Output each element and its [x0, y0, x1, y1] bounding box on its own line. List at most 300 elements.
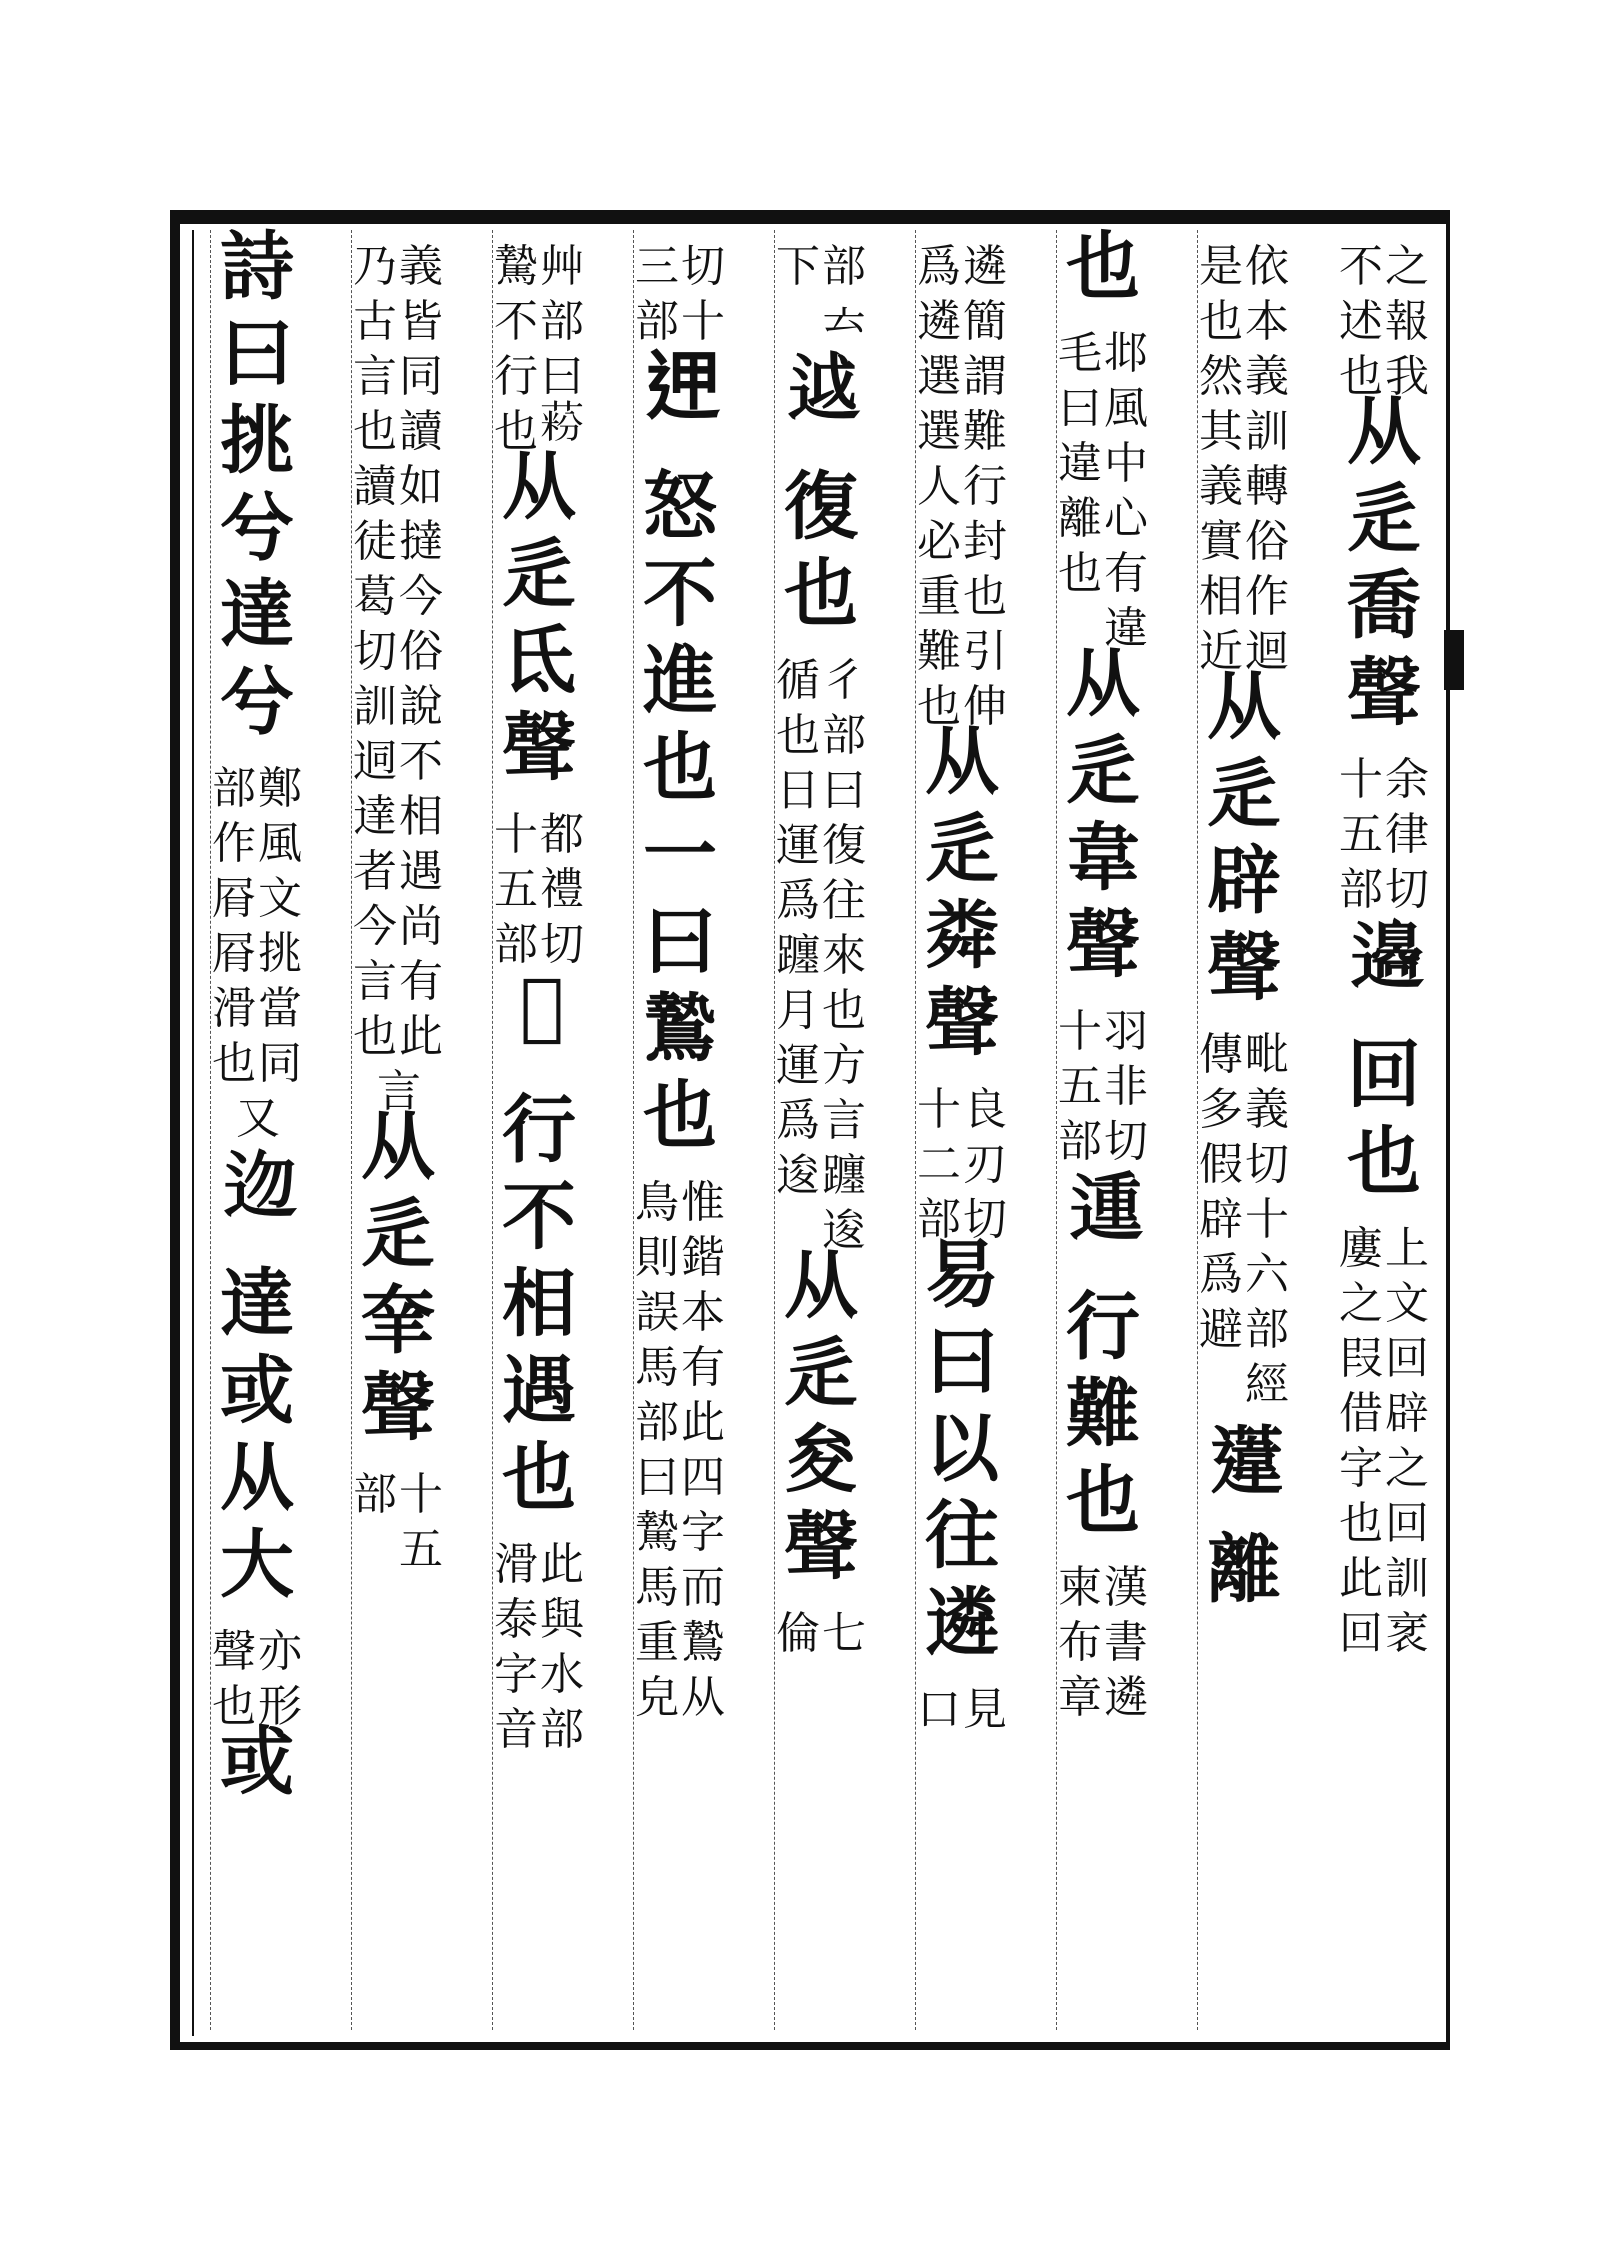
glyph: 聲 — [784, 1504, 858, 1590]
glyph: 曰 — [540, 351, 584, 402]
commentary-double-line — [917, 230, 1007, 732]
glyph: 實 — [1199, 516, 1243, 567]
glyph: 滑 — [212, 983, 256, 1034]
glyph: 葛 — [353, 571, 397, 622]
glyph: 作 — [212, 818, 256, 869]
glyph: 相 — [399, 791, 443, 842]
glyph: 報 — [1385, 296, 1429, 347]
glyph: 禮 — [540, 864, 584, 915]
glyph: 而 — [681, 1562, 725, 1613]
commentary-double-line — [635, 230, 725, 347]
glyph: 字 — [1339, 1443, 1383, 1494]
glyph: 部 — [540, 1704, 584, 1755]
glyph: 大 — [220, 1522, 294, 1608]
commentary-line-left — [212, 752, 256, 1089]
glyph: 也 — [643, 1073, 717, 1159]
glyph: 切 — [1385, 864, 1429, 915]
glyph: 多 — [1199, 1084, 1243, 1135]
glyph: 撻 — [399, 516, 443, 567]
glyph: 乃 — [353, 241, 397, 292]
glyph: 辟 — [1385, 1388, 1429, 1439]
commentary-line-right — [1385, 743, 1429, 915]
glyph: 言 — [353, 351, 397, 402]
commentary-line-right — [1104, 317, 1148, 654]
glyph: 切 — [1245, 1139, 1289, 1190]
glyph: 曰 — [822, 765, 866, 816]
glyph: 也 — [1339, 1498, 1383, 1549]
glyph: 聲 — [1347, 650, 1421, 736]
glyph: 泰 — [494, 1594, 538, 1645]
commentary-double-line — [776, 644, 866, 1256]
commentary-double-line — [353, 230, 443, 1062]
glyph: 四 — [681, 1452, 725, 1503]
glyph: 毛 — [1058, 328, 1102, 379]
glyph: 達 — [353, 791, 397, 842]
glyph: 曰 — [635, 1452, 679, 1503]
commentary-line-right — [822, 644, 866, 1256]
glyph: 律 — [1385, 809, 1429, 860]
main-text-run — [925, 719, 999, 1073]
glyph: 也 — [212, 1681, 256, 1732]
glyph: 達 — [220, 1261, 294, 1347]
glyph: 文 — [1385, 1278, 1429, 1329]
commentary-line-left — [1199, 1018, 1243, 1403]
glyph: 相 — [502, 1261, 576, 1347]
glyph: 迵 — [353, 736, 397, 787]
glyph: 艸 — [540, 241, 584, 292]
glyph: 皆 — [399, 296, 443, 347]
commentary-line-left — [1339, 743, 1383, 915]
glyph: 選 — [917, 351, 961, 402]
glyph: 心 — [1104, 493, 1148, 544]
glyph: 違 — [1104, 603, 1148, 654]
glyph: 聲 — [212, 1626, 256, 1677]
glyph: 切 — [1104, 1116, 1148, 1167]
glyph: 柬 — [1058, 1562, 1102, 1613]
commentary-line-left — [1199, 230, 1243, 677]
seal-script-character: 𨔝 — [1069, 1166, 1137, 1252]
glyph: 部 — [1058, 1116, 1102, 1167]
glyph: 部 — [635, 1397, 679, 1448]
glyph: 訓 — [1245, 406, 1289, 457]
glyph: 假 — [1199, 1139, 1243, 1190]
commentary-line-left — [776, 644, 820, 1249]
glyph: 辵 — [1066, 728, 1140, 814]
text-column-1 — [1338, 230, 1430, 2030]
glyph: 鷙 — [643, 986, 717, 1072]
glyph: 从 — [220, 1435, 294, 1521]
glyph: 回 — [1339, 1608, 1383, 1659]
glyph: 俗 — [399, 626, 443, 677]
glyph: 都 — [540, 809, 584, 860]
commentary-double-line — [494, 1528, 584, 1755]
glyph: 選 — [917, 406, 961, 457]
glyph: 言 — [822, 1095, 866, 1146]
glyph: 部 — [494, 919, 538, 970]
seal-script-character: 𨗨 — [1210, 1419, 1278, 1505]
commentary-line-left — [917, 1073, 961, 1245]
commentary-line-left — [1058, 317, 1102, 647]
glyph: 易 — [925, 1232, 999, 1318]
glyph: 滑 — [494, 1539, 538, 1590]
glyph: 字 — [494, 1649, 538, 1700]
glyph: 也 — [776, 710, 820, 761]
glyph: 達 — [220, 572, 294, 658]
glyph: 讀 — [353, 461, 397, 512]
glyph: 部 — [822, 241, 866, 292]
glyph: 作 — [1245, 571, 1289, 622]
glyph: 回 — [1385, 1498, 1429, 1549]
glyph: 字 — [681, 1507, 725, 1558]
glyph: 往 — [822, 875, 866, 926]
glyph: 兮 — [220, 659, 294, 745]
commentary-line-left — [917, 230, 961, 732]
commentary-line-left — [635, 230, 679, 347]
glyph: 我 — [1385, 351, 1429, 402]
commentary-line-right — [540, 230, 584, 292]
glyph: 喬 — [1347, 563, 1421, 649]
glyph: 近 — [1199, 626, 1243, 677]
main-text-run — [220, 224, 294, 752]
glyph: 行 — [494, 351, 538, 402]
glyph: 訓 — [1385, 1553, 1429, 1604]
glyph: 躔 — [776, 930, 820, 981]
glyph: 㞕 — [212, 873, 256, 924]
glyph: 義 — [399, 241, 443, 292]
glyph: 之 — [1385, 241, 1429, 292]
glyph: 曰 — [643, 899, 717, 985]
glyph: 粦 — [925, 893, 999, 979]
glyph: 也 — [917, 681, 961, 732]
glyph: 運 — [776, 1040, 820, 1091]
glyph: 鷙 — [681, 1617, 725, 1668]
glyph: 違 — [1058, 438, 1102, 489]
glyph: 誤 — [635, 1287, 679, 1338]
glyph: 騺 — [494, 241, 538, 292]
glyph: 余 — [1385, 754, 1429, 805]
text-column-2 — [1197, 230, 1290, 2030]
main-text-run — [1207, 664, 1281, 1018]
glyph: 逡 — [776, 1150, 820, 1201]
glyph: 辟 — [1199, 1194, 1243, 1245]
glyph: 辵 — [361, 1191, 435, 1277]
glyph: 部 — [1339, 864, 1383, 915]
glyph: 怒 — [643, 464, 717, 550]
glyph: 也 — [822, 985, 866, 1036]
glyph: 述 — [1339, 296, 1383, 347]
glyph: 遴 — [1104, 1672, 1148, 1723]
glyph: 二 — [917, 1139, 961, 1190]
glyph: 伸 — [963, 681, 1007, 732]
glyph: 轉 — [1245, 461, 1289, 512]
glyph: 鳥 — [635, 1177, 679, 1228]
glyph: 从 — [681, 1672, 725, 1723]
commentary-line-right — [399, 230, 443, 1062]
glyph: 進 — [643, 638, 717, 724]
glyph: 傳 — [1199, 1029, 1243, 1080]
seal-script-character: 𨒋 — [787, 346, 855, 432]
glyph: 亦 — [258, 1626, 302, 1677]
glyph: 聲 — [361, 1365, 435, 1451]
glyph: 日 — [776, 765, 820, 816]
glyph: 三 — [635, 241, 679, 292]
main-text-run — [784, 1243, 858, 1597]
commentary-double-line — [1058, 1551, 1148, 1723]
glyph: 難 — [1066, 1371, 1140, 1457]
glyph: 謂 — [963, 351, 1007, 402]
commentary-double-line — [494, 798, 584, 970]
glyph: 五 — [1058, 1061, 1102, 1112]
commentary-line-right — [1104, 995, 1148, 1167]
glyph: 切 — [540, 919, 584, 970]
glyph: 聲 — [502, 705, 576, 791]
glyph: 騺 — [635, 1507, 679, 1558]
glyph: 同 — [399, 351, 443, 402]
glyph: 也 — [494, 406, 538, 457]
commentary-double-line — [1199, 1018, 1289, 1410]
glyph: 也 — [643, 725, 717, 811]
glyph: 不 — [399, 736, 443, 787]
glyph: 不 — [1339, 241, 1383, 292]
glyph: 音 — [494, 1704, 538, 1755]
glyph: 義 — [1245, 351, 1289, 402]
glyph: 古 — [353, 296, 397, 347]
glyph: 遴 — [917, 296, 961, 347]
glyph: 羍 — [361, 1278, 435, 1364]
glyph: 引 — [963, 626, 1007, 677]
commentary-line-right — [1385, 230, 1429, 402]
glyph: 惟 — [681, 1177, 725, 1228]
text-column-7 — [492, 230, 585, 2030]
commentary-line-right — [1104, 1551, 1148, 1723]
glyph: 切 — [681, 241, 725, 292]
glyph: 則 — [635, 1232, 679, 1283]
glyph: 形 — [258, 1681, 302, 1732]
glyph: 也 — [1339, 351, 1383, 402]
glyph: 六 — [1245, 1249, 1289, 1300]
glyph: 刃 — [963, 1139, 1007, 1190]
glyph: 尚 — [399, 901, 443, 952]
glyph: 𦶚 — [540, 398, 584, 449]
commentary-double-line — [635, 1166, 725, 1723]
glyph: 辵 — [502, 531, 576, 617]
glyph: 曰 — [925, 1319, 999, 1405]
commentary-line-right — [1385, 1212, 1429, 1659]
glyph: 㞕 — [212, 928, 256, 979]
seal-script-character: 𨘢 — [1350, 914, 1418, 1000]
glyph: 運 — [776, 820, 820, 871]
glyph: 此 — [1339, 1553, 1383, 1604]
glyph: 非 — [1104, 1061, 1148, 1112]
glyph: 遇 — [502, 1348, 576, 1434]
commentary-line-left — [1058, 1551, 1102, 1723]
main-text-run — [1347, 389, 1421, 743]
commentary-line-right — [681, 1166, 725, 1723]
glyph: 羽 — [1104, 1006, 1148, 1057]
glyph: 切 — [963, 1194, 1007, 1245]
commentary-double-line — [353, 1458, 443, 1575]
glyph: 遇 — [399, 846, 443, 897]
glyph: 不 — [643, 551, 717, 637]
main-text-run — [220, 1261, 294, 1615]
text-columns — [210, 224, 1430, 2030]
text-column-9 — [210, 224, 303, 2030]
glyph: 韋 — [1066, 815, 1140, 901]
glyph: 从 — [1066, 641, 1140, 727]
glyph: 辵 — [784, 1330, 858, 1416]
glyph: 从 — [502, 444, 576, 530]
glyph: 也 — [963, 571, 1007, 622]
glyph: 訓 — [353, 681, 397, 732]
text-column-6 — [633, 230, 726, 2030]
glyph: 廔 — [1339, 1223, 1383, 1274]
glyph: 行 — [502, 1087, 576, 1173]
commentary-double-line — [1339, 743, 1429, 915]
commentary-line-left — [353, 1458, 397, 1568]
glyph: 聲 — [925, 980, 999, 1066]
glyph: 彳 — [822, 655, 866, 706]
glyph: 布 — [1058, 1617, 1102, 1668]
glyph: 重 — [917, 571, 961, 622]
main-text-run — [643, 464, 717, 1166]
glyph: 人 — [917, 461, 961, 512]
seal-script-character: 𨒇 — [646, 344, 714, 430]
commentary-line-right — [258, 1615, 302, 1732]
commentary-line-left — [494, 798, 538, 970]
commentary-double-line — [234, 1082, 280, 1144]
glyph: 从 — [1347, 389, 1421, 475]
glyph: 十 — [1339, 754, 1383, 805]
glyph: 俗 — [1245, 516, 1289, 567]
commentary-double-line — [1058, 995, 1148, 1167]
glyph: 義 — [1199, 461, 1243, 512]
glyph: 與 — [540, 1594, 584, 1645]
commentary-line-right — [822, 1597, 866, 1659]
glyph: 此 — [540, 1539, 584, 1590]
glyph: 當 — [258, 983, 302, 1034]
main-text-run — [1207, 1527, 1281, 1620]
glyph: 辟 — [1207, 838, 1281, 924]
glyph: 今 — [353, 901, 397, 952]
glyph: 五 — [1339, 809, 1383, 860]
glyph: 行 — [1066, 1284, 1140, 1370]
commentary-line-right — [540, 1528, 584, 1755]
glyph: 封 — [963, 516, 1007, 567]
commentary-line-right — [963, 1073, 1007, 1245]
commentary-double-line — [917, 1673, 1007, 1735]
glyph: 衺 — [1385, 1608, 1429, 1659]
glyph: 回 — [1347, 1032, 1421, 1118]
glyph: 口 — [917, 1684, 961, 1735]
seal-script-character: 𨑥 — [223, 1143, 291, 1229]
glyph: 也 — [1347, 1119, 1421, 1205]
glyph: 讀 — [399, 406, 443, 457]
glyph: 毗 — [1245, 1029, 1289, 1080]
glyph: 其 — [1199, 406, 1243, 457]
glyph: 重 — [635, 1617, 679, 1668]
glyph: 經 — [1245, 1359, 1289, 1410]
glyph: 部 — [635, 296, 679, 347]
glyph: 有 — [399, 956, 443, 1007]
commentary-line-left — [353, 230, 397, 1062]
commentary-line-left — [494, 230, 538, 292]
glyph: 復 — [784, 464, 858, 550]
glyph: 迴 — [1245, 626, 1289, 677]
glyph: 復 — [822, 820, 866, 871]
glyph: 離 — [1058, 493, 1102, 544]
commentary-double-line — [212, 1615, 302, 1732]
glyph: 本 — [681, 1287, 725, 1338]
glyph: 以 — [925, 1406, 999, 1492]
commentary-double-line — [1058, 317, 1148, 654]
glyph: 也 — [1066, 224, 1140, 310]
glyph: 今 — [399, 571, 443, 622]
glyph: 依 — [1245, 241, 1289, 292]
commentary-double-line — [1339, 1212, 1429, 1659]
main-text-run — [1066, 641, 1140, 995]
glyph: 部 — [540, 296, 584, 347]
commentary-double-line — [1199, 230, 1289, 677]
glyph: 也 — [212, 1038, 256, 1089]
glyph: 一 — [643, 812, 717, 898]
glyph: 風 — [1104, 383, 1148, 434]
glyph: 上 — [1385, 1223, 1429, 1274]
glyph: 月 — [776, 985, 820, 1036]
glyph: 說 — [399, 681, 443, 732]
glyph: 離 — [1207, 1527, 1281, 1613]
commentary-double-line — [212, 752, 302, 1089]
commentary-line-left — [494, 285, 538, 457]
commentary-line-right — [236, 1082, 280, 1144]
glyph: 然 — [1199, 351, 1243, 402]
commentary-line-right — [681, 230, 725, 347]
glyph: 邶 — [1104, 328, 1148, 379]
glyph: 也 — [1199, 296, 1243, 347]
glyph: 𠫓 — [822, 296, 866, 347]
glyph: 兮 — [220, 485, 294, 571]
glyph: 往 — [925, 1493, 999, 1579]
main-text-run — [502, 444, 576, 798]
glyph: 來 — [822, 930, 866, 981]
commentary-line-right — [1245, 1018, 1289, 1410]
glyph: 夋 — [784, 1417, 858, 1503]
commentary-line-left — [212, 1615, 256, 1732]
glyph: 也 — [502, 1435, 576, 1521]
glyph: 部 — [1245, 1304, 1289, 1355]
glyph: 辵 — [925, 806, 999, 892]
glyph: 五 — [494, 864, 538, 915]
glyph: 也 — [1066, 1458, 1140, 1544]
text-column-5 — [774, 230, 867, 2030]
glyph: 不 — [494, 296, 538, 347]
glyph: 者 — [353, 846, 397, 897]
glyph: 鄭 — [258, 763, 302, 814]
glyph: 爲 — [1199, 1249, 1243, 1300]
commentary-line-right — [822, 230, 866, 347]
glyph: 不 — [502, 1174, 576, 1260]
main-text-run — [220, 1719, 294, 1812]
glyph: 聲 — [1066, 902, 1140, 988]
glyph: 部 — [353, 1469, 397, 1520]
page-edge-mark — [1444, 630, 1464, 690]
commentary-line-right — [1245, 230, 1289, 677]
glyph: 爲 — [776, 1095, 820, 1146]
glyph: 聲 — [1207, 925, 1281, 1011]
glyph: 相 — [1199, 571, 1243, 622]
glyph: 或 — [220, 1348, 294, 1434]
glyph: 十 — [917, 1084, 961, 1135]
glyph: 十 — [1245, 1194, 1289, 1245]
